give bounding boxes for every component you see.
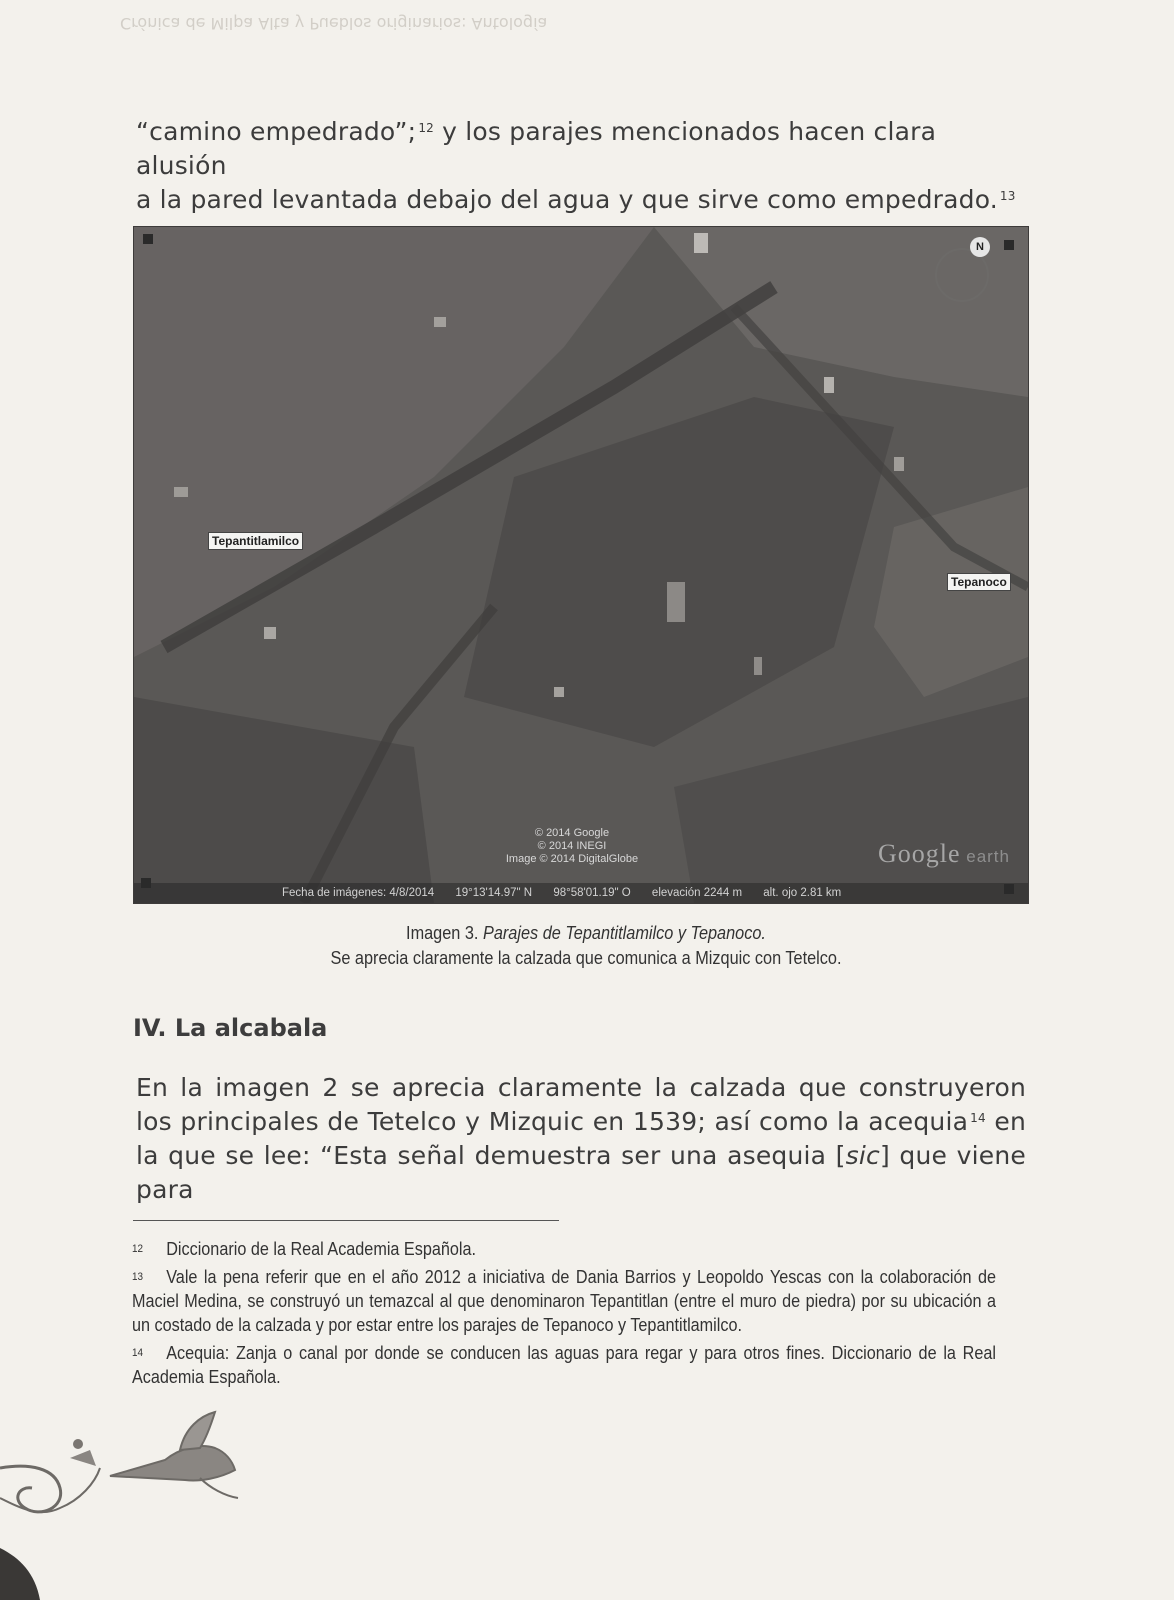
copyright-line: Image © 2014 DigitalGlobe (505, 853, 639, 865)
map-label-tepanoco: Tepanoco (947, 573, 1011, 591)
text-fragment: a la pared levantada debajo del agua y que sirve como empedrado. (136, 185, 998, 214)
footnote-text: Vale la pena referir que en el año 2012 a iniciativa de Dania Barrios y Leopoldo Yescas con la colaboración de Maciel Medina, se construyó un temazcal al que denominaron Tepantitlan (entre el muro de piedra) por su ubicación a un costado de la calzada y por estar entre los parajes de Tepanoco y Tepantitlamilco. (132, 1267, 996, 1335)
corner-mark (143, 234, 153, 244)
footnote (132, 1265, 996, 1337)
logo-sub: earth (960, 847, 1010, 866)
paragraph-top (136, 115, 1026, 217)
text-fragment: En la imagen 2 se aprecia claramente la calzada que construyeron los principales de Tetelco y Mizquic en 1539; así como la acequia (136, 1073, 1026, 1136)
north-compass-icon: N (970, 237, 990, 257)
footnote (132, 1237, 996, 1261)
text-fragment: en la que se lee: “Esta señal demuestra ser una asequia [ (136, 1107, 1026, 1170)
text-fragment: y los parajes mencionados hacen clara alusión (136, 117, 937, 180)
running-head: Crónica de Milpa Alta y Pueblos originarios: Antología (120, 14, 548, 33)
imagery-date: Fecha de imágenes: 4/8/2014 (282, 887, 435, 899)
corner-mark (1004, 884, 1014, 894)
paragraph-bottom (136, 1071, 1026, 1207)
sic-marker: sic (845, 1141, 880, 1170)
hummingbird-ornament-icon (0, 1408, 260, 1600)
map-status-bar (134, 883, 1028, 903)
elevation: elevación 2244 m (651, 887, 743, 899)
caption-title: Parajes de Tepantitlamilco y Tepanoco. (482, 922, 766, 943)
footnote-ref[interactable]: 12 (418, 121, 434, 135)
corner-mark (141, 878, 151, 888)
footnote-ref[interactable]: 14 (970, 1111, 986, 1125)
footnote-text: Diccionario de la Real Academia Española. (166, 1239, 476, 1259)
text-fragment: ] que viene para (136, 1141, 1026, 1204)
caption-line2: Se aprecia claramente la calzada que comunica a Mizquic con Tetelco. (330, 947, 842, 968)
caption-prefix: Imagen 3. (406, 922, 483, 943)
footnote-number: 14 (132, 1347, 144, 1359)
latitude: 19°13'14.97" N (455, 887, 533, 899)
satellite-terrain (134, 227, 1028, 903)
copyright-line: © 2014 Google (534, 827, 610, 839)
footnote-number: 13 (132, 1271, 144, 1283)
footnotes (132, 1237, 996, 1393)
footnote-divider (133, 1220, 559, 1221)
map-copyright (472, 827, 672, 866)
footnote-ref[interactable]: 13 (999, 189, 1016, 203)
satellite-image (133, 226, 1029, 904)
longitude: 98°58'01.19" O (553, 887, 631, 899)
footnote (132, 1341, 996, 1389)
text-fragment: “camino empedrado”; (136, 117, 417, 146)
footnote-number: 12 (132, 1243, 144, 1255)
figure-caption (234, 920, 938, 970)
google-earth-logo (878, 839, 1010, 869)
section-heading: IV. La alcabala (133, 1014, 328, 1042)
copyright-line: © 2014 INEGI (537, 840, 607, 852)
corner-mark (1004, 240, 1014, 250)
map-label-tepantitlamilco: Tepantitlamilco (208, 532, 303, 550)
logo-text: Google (877, 839, 961, 868)
footnote-text: Acequia: Zanja o canal por donde se conducen las aguas para regar y para otros fines. Diccionario de la Real Academia Española. (132, 1343, 996, 1387)
eye-altitude: alt. ojo 2.81 km (763, 887, 842, 899)
